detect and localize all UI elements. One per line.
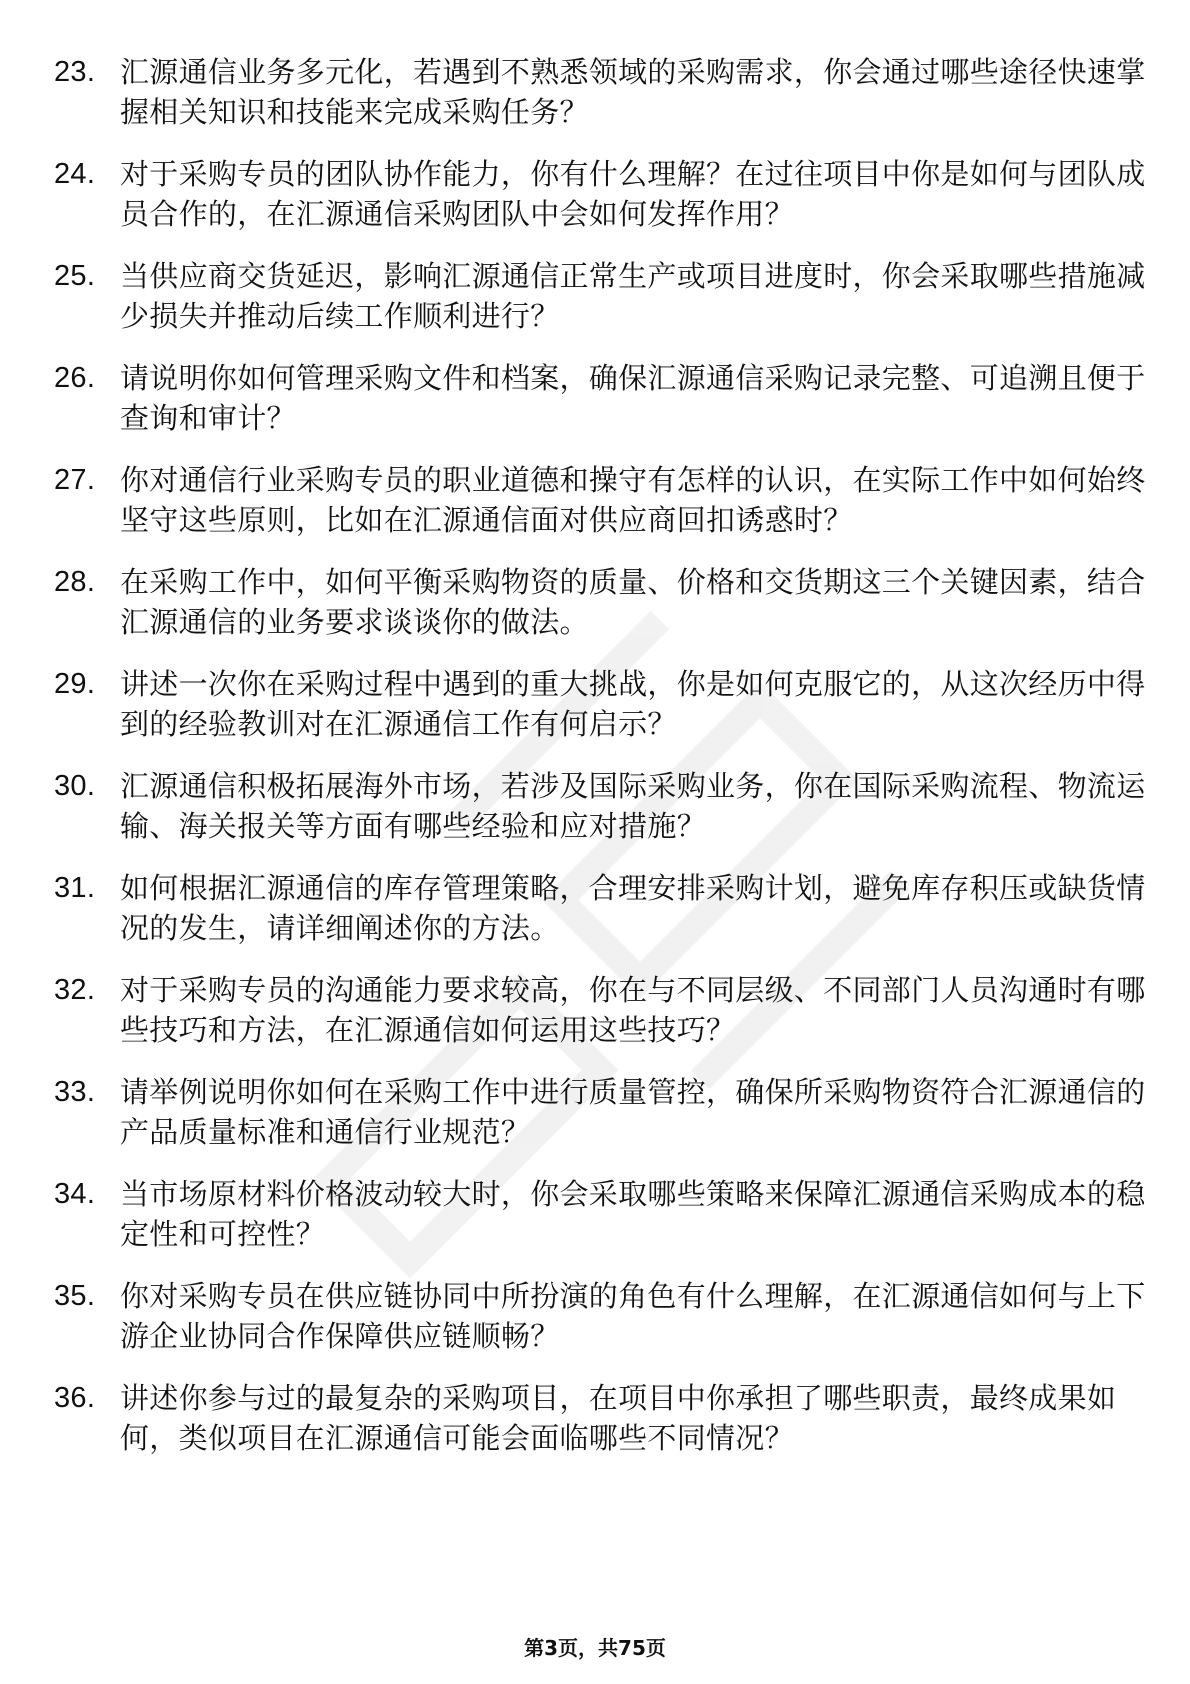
question-number: 26. [54,362,96,394]
question-number: 24. [54,158,96,190]
question-text: 请举例说明你如何在采购工作中进行质量管控，确保所采购物资符合汇源通信的产品质量标准和通信行业规范？ [120,1075,1146,1149]
question-number: 23. [54,56,96,88]
question-number: 31. [54,872,96,904]
question-item [54,1174,1146,1254]
page-number-label: 第3页，共75页 [524,1636,666,1660]
question-item [54,1072,1146,1152]
question-text: 在采购工作中，如何平衡采购物资的质量、价格和交货期这三个关键因素，结合汇源通信的业务要求谈谈你的做法。 [120,565,1146,639]
question-item [54,154,1146,234]
question-text: 对于采购专员的团队协作能力，你有什么理解？在过往项目中你是如何与团队成员合作的，在汇源通信采购团队中会如何发挥作用？ [120,157,1146,231]
question-item [54,52,1146,132]
question-text: 你对采购专员在供应链协同中所扮演的角色有什么理解，在汇源通信如何与上下游企业协同合作保障供应链顺畅？ [120,1279,1146,1353]
question-item [54,1276,1146,1356]
question-number: 35. [54,1280,96,1312]
question-item [54,664,1146,744]
question-list [54,52,1146,1480]
question-number: 32. [54,974,96,1006]
question-text: 汇源通信积极拓展海外市场，若涉及国际采购业务，你在国际采购流程、物流运输、海关报关等方面有哪些经验和应对措施？ [120,769,1146,843]
question-number: 25. [54,260,96,292]
question-item [54,970,1146,1050]
question-number: 29. [54,668,96,700]
page-footer [0,1632,1190,1661]
question-item [54,256,1146,336]
question-text: 请说明你如何管理采购文件和档案，确保汇源通信采购记录完整、可追溯且便于查询和审计？ [120,361,1146,435]
question-number: 27. [54,464,96,496]
question-text: 当市场原材料价格波动较大时，你会采取哪些策略来保障汇源通信采购成本的稳定性和可控性？ [120,1177,1146,1251]
question-item [54,460,1146,540]
question-text: 你对通信行业采购专员的职业道德和操守有怎样的认识，在实际工作中如何始终坚守这些原则，比如在汇源通信面对供应商回扣诱惑时？ [120,463,1146,537]
question-text: 当供应商交货延迟，影响汇源通信正常生产或项目进度时，你会采取哪些措施减少损失并推动后续工作顺利进行？ [120,259,1146,333]
question-text: 讲述你参与过的最复杂的采购项目，在项目中你承担了哪些职责，最终成果如何，类似项目在汇源通信可能会面临哪些不同情况？ [120,1381,1117,1455]
question-text: 汇源通信业务多元化，若遇到不熟悉领域的采购需求，你会通过哪些途径快速掌握相关知识和技能来完成采购任务？ [120,55,1146,129]
question-item [54,868,1146,948]
question-item [54,766,1146,846]
question-number: 28. [54,566,96,598]
question-number: 30. [54,770,96,802]
question-number: 33. [54,1076,96,1108]
question-number: 36. [54,1382,96,1414]
question-text: 对于采购专员的沟通能力要求较高，你在与不同层级、不同部门人员沟通时有哪些技巧和方法，在汇源通信如何运用这些技巧？ [120,973,1146,1047]
question-item [54,358,1146,438]
question-text: 讲述一次你在采购过程中遇到的重大挑战，你是如何克服它的，从这次经历中得到的经验教训对在汇源通信工作有何启示？ [120,667,1146,741]
question-item [54,1378,1134,1458]
question-number: 34. [54,1178,96,1210]
question-text: 如何根据汇源通信的库存管理策略，合理安排采购计划，避免库存积压或缺货情况的发生，请详细阐述你的方法。 [120,871,1146,945]
question-item [54,562,1146,642]
